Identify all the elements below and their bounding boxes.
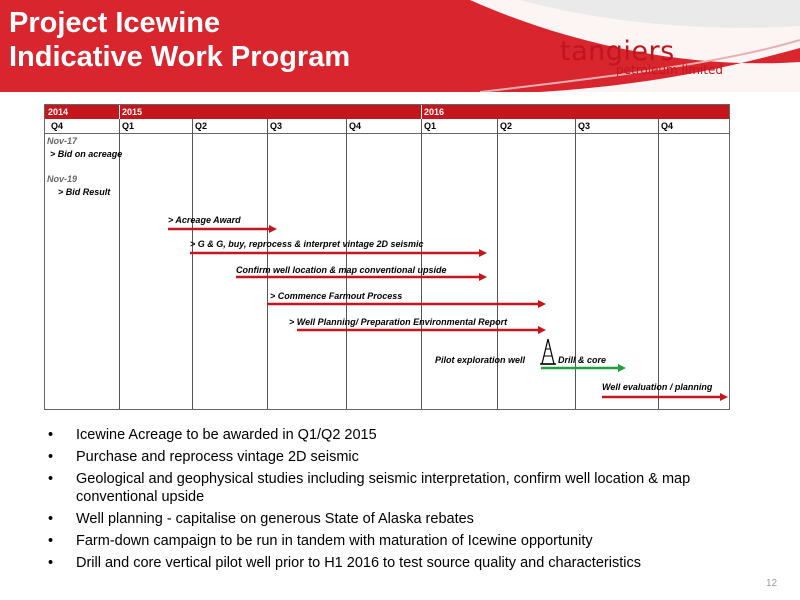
- bullet-text: Farm-down campaign to be run in tandem with maturation of Icewine opportunity: [76, 533, 593, 549]
- task-drill-and-core: Drill & core: [558, 355, 607, 365]
- year-label-2016: 2016: [424, 107, 445, 117]
- quarter-label: Q3: [578, 121, 591, 131]
- quarter-label: Q4: [661, 121, 674, 131]
- arrow-well-evaluation: [602, 392, 729, 402]
- quarter-header-row: [45, 119, 729, 134]
- quarter-label: Q2: [195, 121, 208, 131]
- arrow-confirm-well-location: [236, 272, 488, 282]
- task-confirm-well-location: Confirm well location & map conventional upside: [236, 265, 447, 275]
- bullet-list: [46, 426, 766, 576]
- task-well-evaluation: Well evaluation / planning: [602, 382, 713, 392]
- bullet-item: • Drill and core vertical pilot well prior to H1 2016 to test source quality and characteristics: [48, 555, 641, 571]
- bullet-item: • Purchase and reprocess vintage 2D seismic: [48, 449, 359, 465]
- task-bid-result: > Bid Result: [58, 187, 111, 197]
- quarter-label: Q1: [122, 121, 135, 131]
- gantt-chart: [44, 104, 730, 410]
- arrow-farmout-process: [267, 299, 547, 309]
- title-line-2: Indicative Work Program: [9, 41, 351, 73]
- bullet-item: • Farm-down campaign to be run in tandem with maturation of Icewine opportunity: [48, 533, 593, 549]
- date-label: Nov-17: [47, 136, 78, 146]
- task-pilot-exploration-well: Pilot exploration well: [435, 355, 526, 365]
- bullet-item: • Geological and geophysical studies including seismic interpretation, confirm well location & map conventional upside: [48, 471, 691, 505]
- task-farmout-process: > Commence Farmout Process: [270, 291, 403, 301]
- quarter-label: Q3: [270, 121, 283, 131]
- task-gg-seismic: > G & G, buy, reprocess & interpret vintage 2D seismic: [190, 239, 424, 249]
- slide-header: [0, 0, 800, 92]
- arrow-gg-seismic: [190, 248, 488, 258]
- date-label: Nov-19: [47, 174, 78, 184]
- arrow-well-planning: [297, 325, 547, 335]
- logo-brand: tangiers: [560, 36, 675, 67]
- bullet-text: Purchase and reprocess vintage 2D seismic: [76, 449, 359, 465]
- task-well-planning: > Well Planning/ Preparation Environmental Report: [289, 317, 508, 327]
- arrow-acreage-award: [168, 224, 278, 234]
- year-label-2014: 2014: [48, 107, 69, 117]
- logo-subtitle: petroleum limited: [616, 63, 723, 77]
- drilling-rig-icon: [540, 338, 556, 366]
- quarter-label: Q2: [500, 121, 513, 131]
- bullet-text: Drill and core vertical pilot well prior to H1 2016 to test source quality and characteristics: [76, 555, 641, 571]
- year-label-2015: 2015: [122, 107, 143, 117]
- bullet-text: Geological and geophysical studies including seismic interpretation, confirm well location & map conventional upside: [76, 471, 691, 505]
- bullet-item: • Well planning - capitalise on generous State of Alaska rebates: [48, 511, 474, 527]
- page-number: 12: [766, 578, 778, 589]
- company-logo: [560, 36, 723, 77]
- title-line-1: Project Icewine: [9, 7, 221, 39]
- arrow-drill-and-core: [541, 363, 627, 373]
- task-bid-on-acreage: > Bid on acreage: [50, 149, 123, 159]
- quarter-label: Q4: [349, 121, 362, 131]
- quarter-label: Q1: [424, 121, 437, 131]
- bullet-item: • Icewine Acreage to be awarded in Q1/Q2 2015: [48, 427, 377, 443]
- bullet-text: Icewine Acreage to be awarded in Q1/Q2 2015: [76, 427, 377, 443]
- bullet-text: Well planning - capitalise on generous State of Alaska rebates: [76, 511, 474, 527]
- year-header-row: [45, 105, 729, 119]
- slide-title: [9, 6, 350, 74]
- task-acreage-award: > Acreage Award: [168, 215, 241, 225]
- quarter-label: Q4: [51, 121, 64, 131]
